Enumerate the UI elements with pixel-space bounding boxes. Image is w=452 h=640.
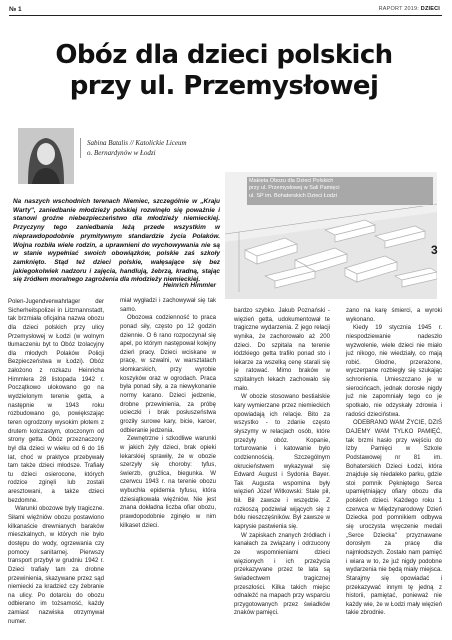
lead-quote: Na naszych wschodnich terenach Niemiec, szczególnie w „Kraju Warty", zaniedbanie młodzieży polskiej rozwinęło się poważnie i stanowi groźne niebezpieczeństwo dla młodzieży niemieckiej. Przyczyny tego zaniedbania leżą przede wszystkim w nieprawdopodobnie prymitywnym standardzie życia Polaków. Wojna rozbiła wiele rodzin, a uprawnieni do wychowywania nie są w stanie wypełniać swoich obowiązków, polskie zaś szkoły zamknięto. Stąd też dzieci polskie, wałęsające się bez jakiegokolwiek nadzoru i zajęcia, handlują, żebrzą, kradną, stając się źródłem moralnego zagrożenia dla młodzieży niemieckiej. xyxy=(13,198,220,284)
page-number: 3 xyxy=(431,243,438,257)
issue-number: № 1 xyxy=(9,6,22,13)
paragraph: Obozowa codzienność to praca ponad siły, często po 12 godzin dziennie. O 6 rano rozpoczynał się apel, po którym następował kolejny dzień pracy. Dzieci wciskane w pracę, w szwalni, w warsztatach słomkarskich, przy wyrobie koszyków oraz w ogrodach. Praca była ponad siły, a za niewykonanie normy karano. Dzieci jedzenie, drobne przewinienia, za próbę ucieczki i brak posłuszeństwa groziły surowe kary, bicie, karcer, odbieranie jedzenia. xyxy=(120,315,216,434)
caption-line-3: ul. SP im. Bohaterskich Dzieci Łodzi xyxy=(249,192,337,199)
article-title xyxy=(14,40,434,102)
author-photo xyxy=(18,128,74,184)
paragraph: zano na karę śmierci, a wyroki wykonano. xyxy=(346,308,442,323)
paragraph: bardzo szybko. Jakub Poznański - więzień getta, udokumentował te tragiczne wydarzenia. Z jego relacji wynika, że zachorowało aż 200 dzieci. Do szpitala na terenie łódzkiego getta trafiło ponad sto i lekarze za wszelką cenę starali się je ratować. Mimo braków w szpitalnych lekach zachowało się mało. xyxy=(234,308,330,392)
caption-line-2: przy ul. Przemysłowej w Sali Pamięci xyxy=(249,185,340,192)
paragraph: W obozie stosowano bestialskie kary wymierzane przez niemieckich opowiadają ich relacje. Bito za wszystko - to zdanie często słyszymy w relacjach osób, które przeżyły obóz. Kopanie, torturowanie i katowanie było codziennością. Szczególnym okrucieństwem wykazywał się Edward August i Sydonia Bayer. Tak Augusta wspomina były więzień Józef Witkowski: Stale pił, bił. Bił zawsze i wszędzie. Z rozkoszą podziwiał wijących się z bólu nieszczęśników. Był zawsze w kaprysie pastwienia się. xyxy=(234,394,330,531)
paragraph: W zapiskach znanych źródłach i kanałach za związany i odrzucony ze wspomnieniami dzieci więzionych i ich przeżycia przekazywane przez te lata są świadectwem tragicznej przeszłości. Kilka takich miejsc odnaleźć na mapach przy wsparciu przygotowanych przez świadków znaków pamięci. xyxy=(234,532,330,617)
title-line-1: Obóz dla dzieci polskich xyxy=(55,40,393,70)
header-divider xyxy=(9,15,442,16)
author-portrait-image xyxy=(18,128,74,184)
paragraph: miał wygładzi i zachowywał się tak samo. xyxy=(120,298,216,313)
body-column-3 xyxy=(234,307,330,618)
body-column-1 xyxy=(8,298,104,626)
paragraph: Kiedy 19 stycznia 1945 r. niespodziewanie nadeszło wyzwolenie, wiele dzieci nie miało już nikogo, nie wiedziały, co mają robić. Głodne, przerażone, wyczerpane rozbiegły się szukając schronienia. Umieszczano je w sierocińcach, jednak dorosłe nigdy już nie zapomniały tego co je spotkało, nie odzyskały zdrowia i radości dzieciństwa. xyxy=(346,325,442,418)
title-line-2: przy ul. Przemysłowej xyxy=(69,71,379,101)
paragraph: Warunki obozowe były tragiczne. Siłami więźniów obozu postawiono kilkanaście drewnianych baraków mieszkalnych, w których nie było dostępu do wody, ogrzewania czy pomocy sanitarnej. Pierwszy transport przybył w grudniu 1942 r. Dzieci trafiały tam za drobne przewinienia, skazywane przez sąd niemiecki za kradzież czy żebranie na ulicy. Po dotarciu do obozu odbierano im tożsamość, każdy zamiast nazwiska otrzymywał numer. xyxy=(8,506,104,625)
author-school: o. Bernardynów w Łodzi xyxy=(87,149,156,157)
paragraph: Zewnętrzne i szkodliwe warunki w jakich żyły dzieci, brak opieki lekarskiej sprawiły, że w obozie szerzyły się choroby: tyfus, świerzb, gruźlica, biegunka. W czerwcu 1943 r. na terenie obozu wybuchła epidemia tyfusu, która dziesiątkowała więźniów. Nie jest znana dokładna liczba ofiar obozu, prawdopodobnie zginęło w nim kilkaset dzieci. xyxy=(120,436,216,529)
paragraph: Polen-Jugendverwahrlager der Sicherheitspolizei in Litzmannstadt, tak brzmiała oficjalna nazwa obozu dla dzieci polskich przy ulicy Przemysłowej w Łodzi (w wolnym tłumaczeniu byt to Obóz Izolacyjny dla młodych Polaków Policji Bezpieczeństwa w Łodzi). Obóz założono z rozkazu Heinricha Himmlera 28 listopada 1942 r. Początkowo ulokowano go na wydzielonym terenie getta, a następnie w 1943 roku rozbudowano go, powiększając teren ogrodzony wysokim płotem z drutem kolczastym, otoczonym od strony getta. Obóz przeznaczony był dla dzieci w wieku od 6 do 16 lat, choć w praktyce przebywały tam także dzieci młodsze. Trafiały tu dzieci osierocone, których rodzice zginęli lub zostali aresztowani, a także dzieci bezdomne. xyxy=(8,299,104,504)
body-column-2 xyxy=(120,297,216,530)
paragraph: ODEBRANO WAM ŻYCIE, DZIŚ DAJEMY WAM TYLKO PAMIĘĆ, tak brzmi hasło przy wejściu do Izby Pamięci w Szkole Podstawowej nr 81 im. Bohaterskich Dzieci Łodzi, która znajduje się niedaleko parku, gdzie stoi pomnik Pękniętego Serca upamiętniający ofiary obozu dla polskich dzieci. Każdego roku 1 czerwca w Międzynarodowy Dzień Dziecka pod pomnikiem odbywa się uroczysta wręczenie medali „Serce Dziecka" przyznawane dorosłym za pracę dla najmłodszych. Zostało nam pamięć i wiara w to, że już nigdy podobne wydarzenia nie będą miały miejsca. Starajmy się opowiadać i przekazywać innym tę jedną z historii, pamiętać, ponieważ nie każdy wie, że w Łodzi mały więzień takie zbrodnie. xyxy=(346,420,442,617)
body-column-4 xyxy=(346,307,442,618)
section-name: DZIECI xyxy=(420,6,440,12)
author-name: Sabina Batalis // Katolickie Liceum xyxy=(87,139,187,147)
section-header xyxy=(379,6,440,12)
author-byline xyxy=(80,138,187,158)
report-label: RAPORT 2019: xyxy=(378,6,420,12)
photo-caption xyxy=(246,176,434,206)
quote-signature: Heinrich Himmler xyxy=(163,282,216,289)
caption-line-1: Makieta Obozu dla Dzieci Polskich xyxy=(249,178,334,184)
